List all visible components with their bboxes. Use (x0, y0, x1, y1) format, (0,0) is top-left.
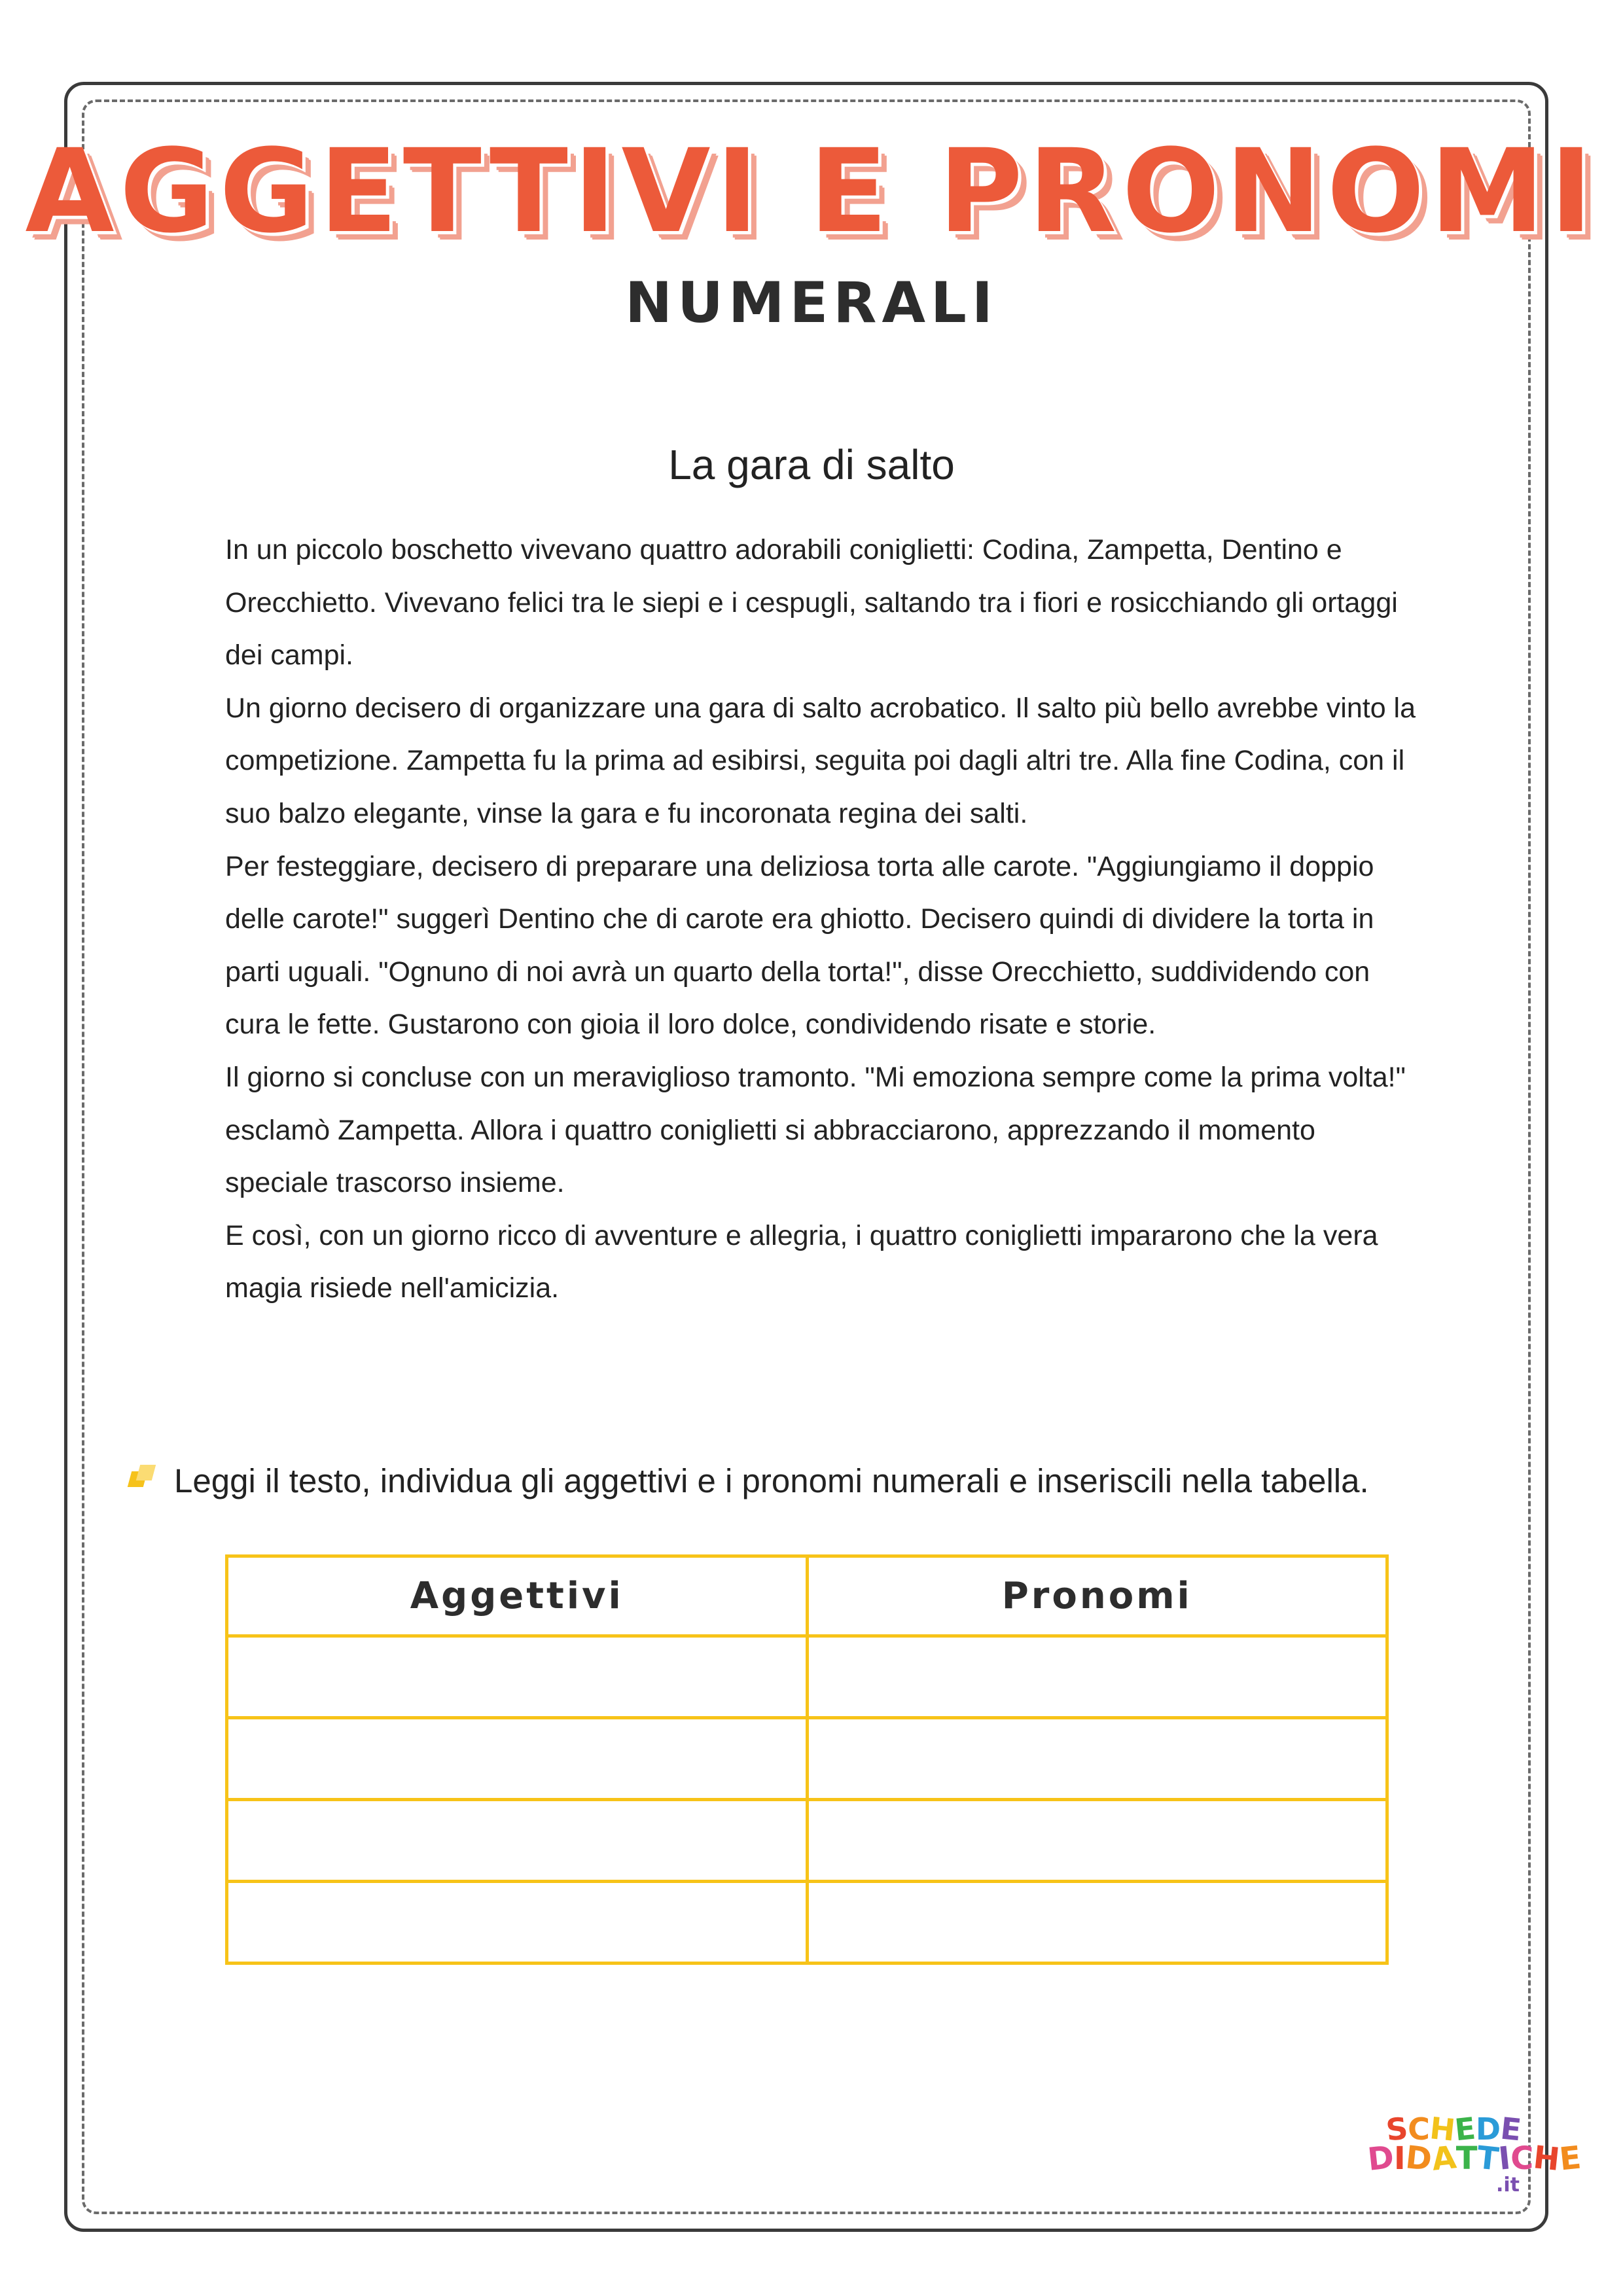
story-paragraph: In un piccolo boschetto vivevano quattro adorabili coniglietti: Codina, Zampetta, Dentino e Orecchietto. Vivevano felici tra le siepi e i cespugli, saltando tra i fiori e rosicchiando gli ortaggi dei campi. (225, 534, 1398, 672)
exercise-instruction (130, 1460, 1504, 1505)
story-paragraph: Per festeggiare, decisero di preparare una deliziosa torta alle carote. "Aggiungiamo il doppio delle carote!" suggerì Dentino che di carote era ghiotto. Decisero quindi di dividere la torta in parti uguali. "Ognuno di noi avrà un quarto della torta!", disse Orecchietto, suddividendo con cura le fette. Gustarono con gioia il loro dolce, condividendo risate e storie. (225, 850, 1374, 1041)
page-subtitle: NUMERALI (625, 270, 998, 336)
logo-line-3: .it (1496, 2174, 1520, 2197)
answer-cell[interactable] (227, 1800, 808, 1882)
logo-line-2: DIDATTICHE (1366, 2139, 1584, 2178)
table-row (227, 1636, 1387, 1718)
page-title: AGGETTIVI E PRONOMI (25, 124, 1598, 259)
story-paragraph: E così, con un giorno ricco di avventure e allegria, i quattro coniglietti impararono che la vera magia risiede nell'amicizia. (225, 1219, 1378, 1304)
table-row (227, 1718, 1387, 1800)
story-paragraph: Il giorno si concluse con un meraviglioso tramonto. "Mi emoziona sempre come la prima volta!" esclamò Zampetta. Allora i quattro coniglietti si abbracciarono, apprezzando il momento speciale trascorso insieme. (225, 1061, 1406, 1199)
column-header-aggettivi: Aggettivi (227, 1556, 808, 1636)
site-logo (1366, 2110, 1584, 2197)
answer-table (225, 1554, 1389, 1965)
instruction-text: Leggi il testo, individua gli aggettivi e i pronomi numerali e inseriscili nella tabella. (174, 1462, 1369, 1499)
bullet-icon (130, 1465, 156, 1491)
answer-cell[interactable] (227, 1718, 808, 1800)
answer-cell[interactable] (227, 1882, 808, 1964)
answer-cell[interactable] (227, 1636, 808, 1718)
answer-cell[interactable] (807, 1800, 1387, 1882)
answer-cell[interactable] (807, 1718, 1387, 1800)
table-row (227, 1882, 1387, 1964)
story-title: La gara di salto (668, 441, 955, 488)
column-header-pronomi: Pronomi (807, 1556, 1387, 1636)
story-text (225, 524, 1423, 1315)
story-paragraph: Un giorno decisero di organizzare una gara di salto acrobatico. Il salto più bello avrebbe vinto la competizione. Zampetta fu la prima ad esibirsi, seguita poi dagli altri tre. Alla fine Codina, con il suo balzo elegante, vinse la gara e fu incoronata regina dei salti. (225, 692, 1416, 829)
answer-cell[interactable] (807, 1636, 1387, 1718)
logo-line-1: SCHEDE (1384, 2110, 1524, 2148)
table-row (227, 1800, 1387, 1882)
answer-cell[interactable] (807, 1882, 1387, 1964)
